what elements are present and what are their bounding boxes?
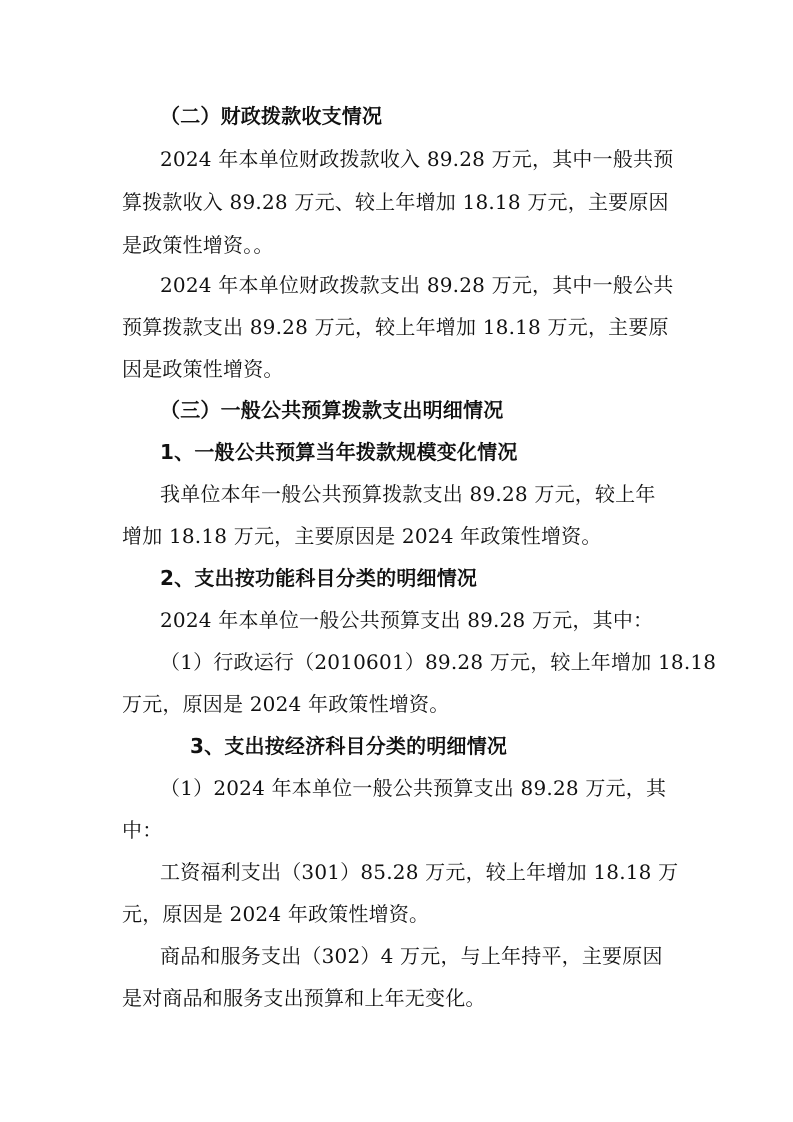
- paragraph-line: 2024 年本单位财政拨款支出 89.28 万元，其中一般公共: [160, 273, 674, 297]
- subsection-3-heading: 3、支出按经济科目分类的明细情况: [190, 734, 508, 758]
- paragraph-line: 算拨款收入 89.28 万元、较上年增加 18.18 万元，主要原因: [122, 190, 669, 214]
- paragraph-line: 预算拨款支出 89.28 万元，较上年增加 18.18 万元，主要原: [122, 315, 669, 339]
- subsection-1-heading: 1、一般公共预算当年拨款规模变化情况: [160, 440, 518, 464]
- paragraph-line: 万元，原因是 2024 年政策性增资。: [122, 692, 450, 716]
- paragraph-line: 我单位本年一般公共预算拨款支出 89.28 万元，较上年: [160, 482, 656, 506]
- section-2-heading: （二）财政拨款收支情况: [160, 104, 383, 128]
- paragraph-line: 是政策性增资。。: [122, 233, 274, 257]
- paragraph-line: 中：: [122, 818, 163, 842]
- paragraph-line: 元，原因是 2024 年政策性增资。: [122, 902, 430, 926]
- paragraph-line: （1）行政运行（2010601）89.28 万元，较上年增加 18.18: [160, 650, 717, 674]
- subsection-2-heading: 2、支出按功能科目分类的明细情况: [160, 566, 478, 590]
- paragraph-line: 2024 年本单位一般公共预算支出 89.28 万元，其中：: [160, 608, 654, 632]
- paragraph-line: （1）2024 年本单位一般公共预算支出 89.28 万元，其: [160, 776, 667, 800]
- paragraph-line: 是对商品和服务支出预算和上年无变化。: [122, 986, 486, 1010]
- paragraph-line: 工资福利支出（301）85.28 万元，较上年增加 18.18 万: [160, 860, 679, 884]
- paragraph-line: 2024 年本单位财政拨款收入 89.28 万元，其中一般共预: [160, 147, 674, 171]
- section-3-heading: （三）一般公共预算拨款支出明细情况: [160, 398, 504, 422]
- paragraph-line: 增加 18.18 万元，主要原因是 2024 年政策性增资。: [122, 524, 602, 548]
- paragraph-line: 因是政策性增资。: [122, 357, 284, 381]
- paragraph-line: 商品和服务支出（302）4 万元，与上年持平，主要原因: [160, 944, 663, 968]
